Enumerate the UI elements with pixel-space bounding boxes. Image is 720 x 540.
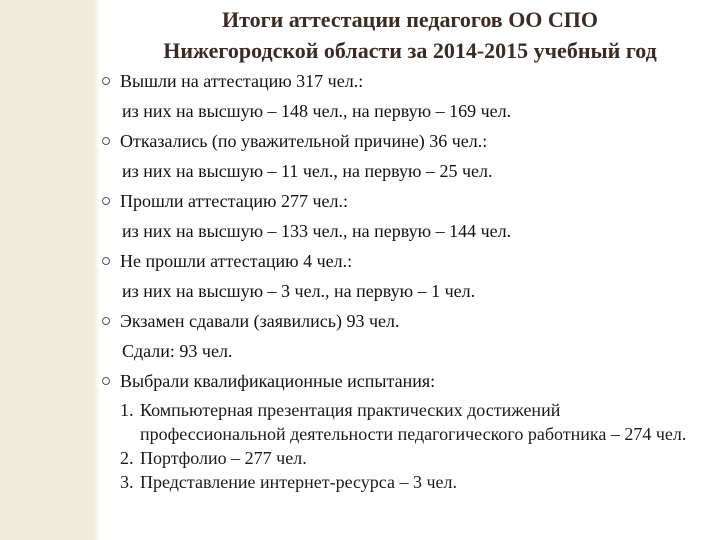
bullet-text: Экзамен сдавали (заявились) 93 чел.	[120, 311, 400, 331]
bullet-text: Прошли аттестацию 277 чел.:	[120, 191, 348, 211]
tests-list	[120, 398, 700, 494]
bullet-text: Не прошли аттестацию 4 чел.:	[120, 251, 353, 271]
bullet-circle-icon	[102, 77, 110, 85]
bullet-subtext: из них на высшую – 3 чел., на первую – 1 чел.	[122, 281, 476, 301]
bullet-subline	[102, 96, 702, 126]
title-line-2: Нижегородской области за 2014-2015 учебный год	[163, 38, 657, 63]
list-number: 1.	[120, 400, 134, 420]
bullet-item	[102, 306, 702, 336]
title-line-1: Итоги аттестации педагогов ОО СПО	[221, 7, 599, 32]
bullet-subtext: из них на высшую – 148 чел., на первую – 169 чел.	[122, 101, 512, 121]
bullet-circle-icon	[102, 317, 110, 325]
bullet-subtext: из них на высшую – 133 чел., на первую – 144 чел.	[122, 221, 512, 241]
bullet-text: Вышли на аттестацию 317 чел.:	[120, 71, 364, 91]
list-text: Представление интернет-ресурса – 3 чел.	[140, 472, 457, 492]
bullet-subline	[102, 276, 702, 306]
bullet-circle-icon	[102, 377, 110, 385]
list-number: 3.	[120, 472, 134, 492]
bullet-circle-icon	[102, 257, 110, 265]
bullet-subtext: из них на высшую – 11 чел., на первую – 25 чел.	[122, 161, 493, 181]
bullet-item	[102, 366, 702, 396]
bullet-item	[102, 186, 702, 216]
slide-title	[110, 4, 710, 66]
bullet-subline	[102, 216, 702, 246]
list-item	[120, 398, 700, 446]
list-number: 2.	[120, 448, 134, 468]
bullet-item	[102, 126, 702, 156]
bullet-item	[102, 66, 702, 96]
list-item	[120, 470, 700, 494]
bullet-text: Выбрали квалификационные испытания:	[120, 371, 436, 391]
bullet-circle-icon	[102, 197, 110, 205]
bullet-text: Отказались (по уважительной причине) 36 чел.:	[120, 131, 488, 151]
list-item	[120, 446, 700, 470]
bullet-subline	[102, 156, 702, 186]
bullet-list	[102, 66, 702, 396]
bullet-subline	[102, 336, 702, 366]
list-text: Портфолио – 277 чел.	[140, 448, 307, 468]
bullet-subtext: Сдали: 93 чел.	[122, 341, 233, 361]
bullet-circle-icon	[102, 137, 110, 145]
bullet-item	[102, 246, 702, 276]
list-text: Компьютерная презентация практических достижений профессиональной деятельности педагогического работника – 274 чел.	[140, 400, 687, 444]
